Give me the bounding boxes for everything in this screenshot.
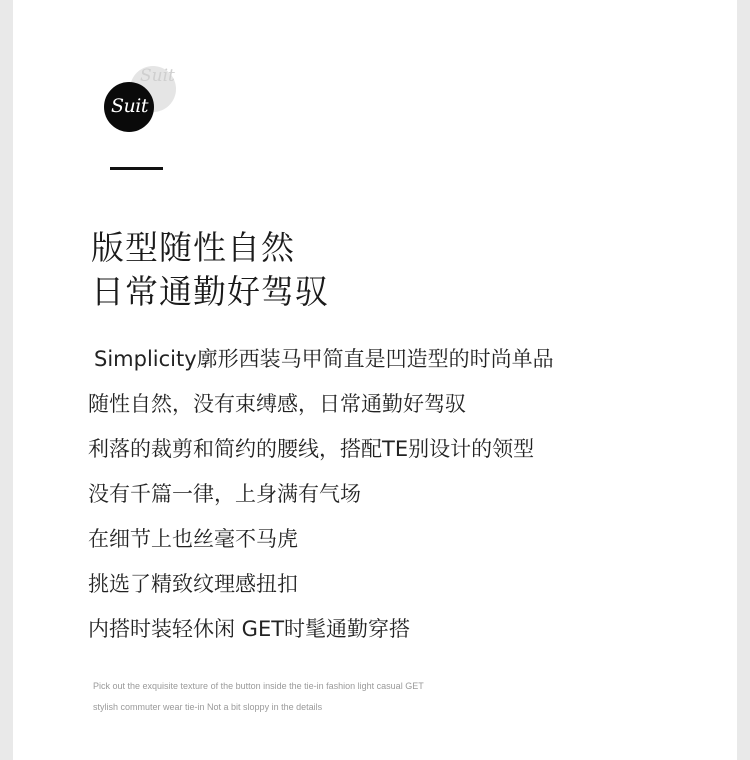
body-line: 在细节上也丝毫不马虎 <box>88 527 298 551</box>
logo-text: Suit <box>111 95 148 117</box>
suit-logo <box>104 62 176 130</box>
english-line: Pick out the exquisite texture of the button inside the tie-in fashion light casual GET <box>93 681 424 691</box>
body-line: Simplicity廓形西装马甲简直是凹造型的时尚单品 <box>94 347 554 371</box>
body-line: 随性自然，没有束缚感，日常通勤好驾驭 <box>88 392 466 416</box>
headline-line: 日常通勤好驾驭 <box>91 272 329 311</box>
english-caption <box>93 676 424 718</box>
body-line: 内搭时装轻休闲 GET时髦通勤穿搭 <box>88 617 411 641</box>
headline <box>91 226 329 314</box>
headline-line: 版型随性自然 <box>91 228 295 267</box>
divider-rule <box>110 167 163 170</box>
logo-ghost-text: Suit <box>140 66 175 86</box>
english-line: stylish commuter wear tie-in Not a bit sloppy in the details <box>93 702 323 712</box>
description-text <box>88 348 554 663</box>
body-line: 利落的裁剪和简约的腰线，搭配TE别设计的领型 <box>88 437 535 461</box>
body-line: 挑选了精致纹理感扭扣 <box>88 572 298 596</box>
body-line: 没有千篇一律，上身满有气场 <box>88 482 361 506</box>
